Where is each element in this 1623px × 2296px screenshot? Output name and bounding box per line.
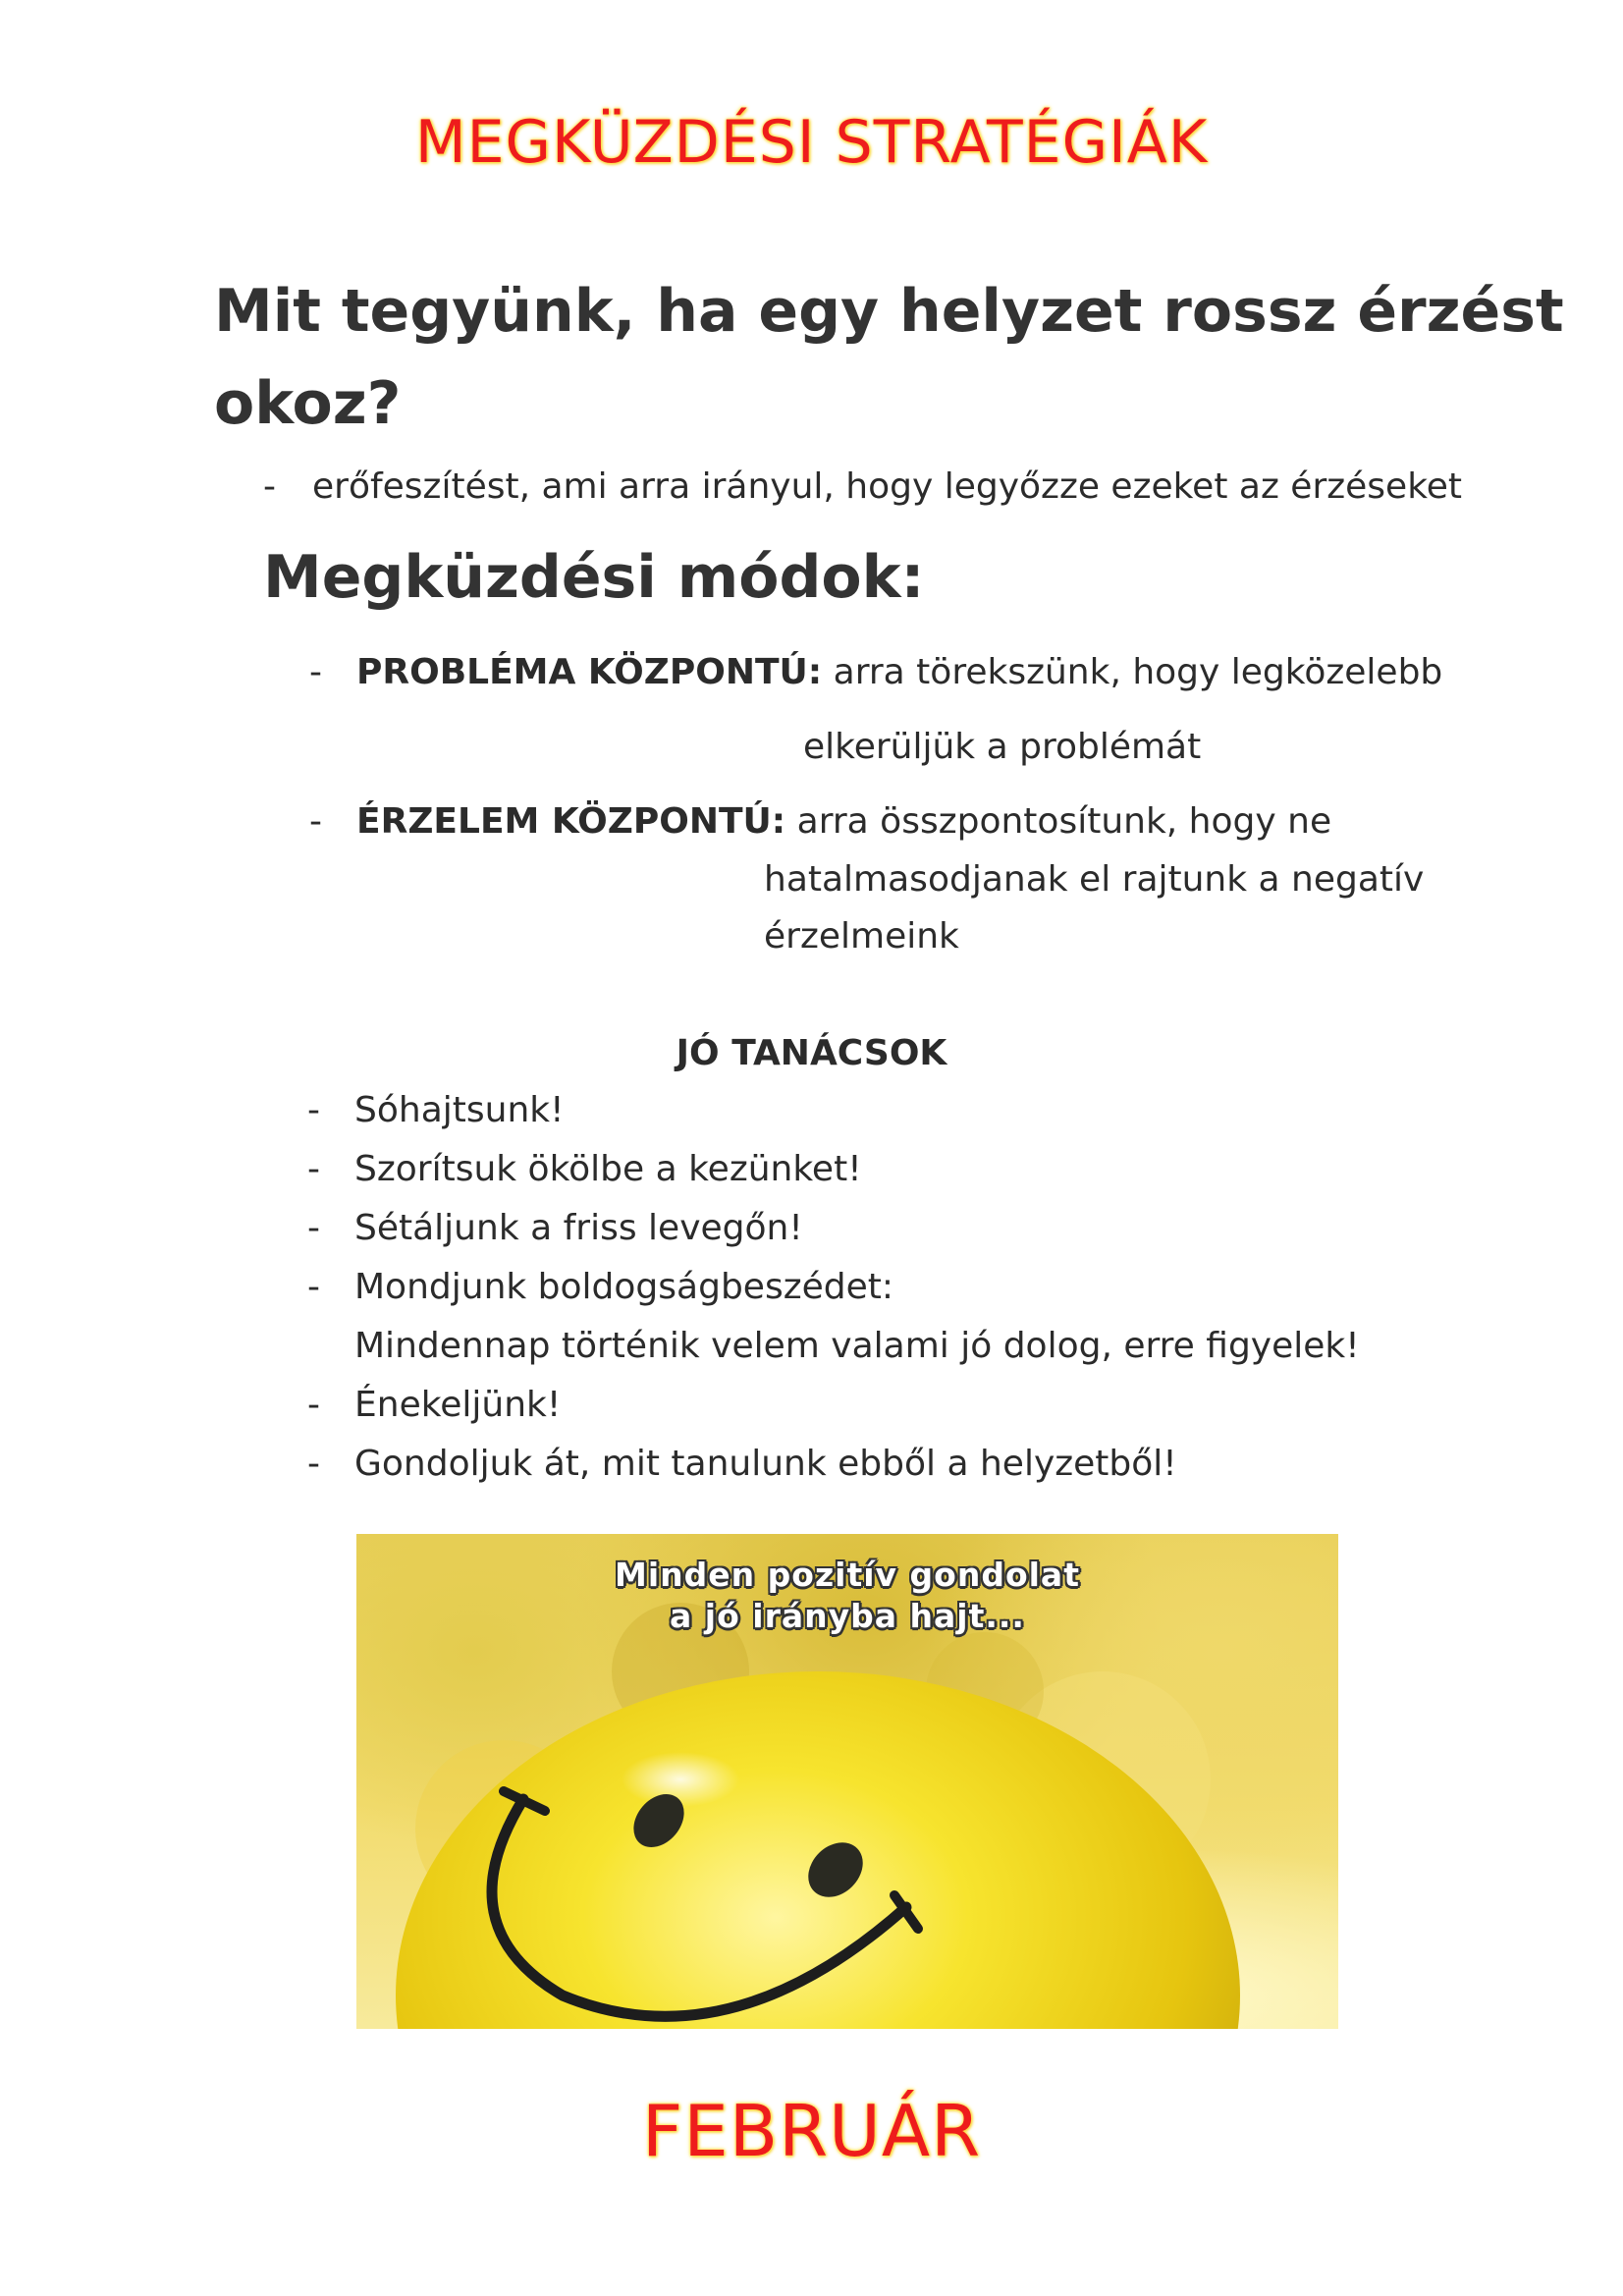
emotion-text-line-2: hatalmasodjanak el rajtunk a negatív (764, 859, 1425, 900)
tip-bullet: - (307, 1090, 320, 1130)
tip-item: Gondoljuk át, mit tanulunk ebből a helyzetből! (354, 1444, 1177, 1484)
tip-item: Sétáljunk a friss levegőn! (354, 1208, 803, 1248)
problem-label: PROBLÉMA KÖZPONTÚ: (356, 652, 823, 692)
tip-item: Mondjunk boldogságbeszédet: (354, 1267, 893, 1307)
problem-bullet: - (309, 652, 322, 692)
tip-item: Énekeljünk! (354, 1385, 562, 1425)
problem-text-line-2: elkerüljük a problémát (803, 727, 1202, 767)
image-caption-line-2: a jó irányba hajt... (670, 1597, 1025, 1635)
tip-bullet: - (307, 1149, 320, 1189)
image-caption-line-1: Minden pozitív gondolat (615, 1556, 1080, 1594)
tip-bullet: - (307, 1444, 320, 1484)
emotion-text-line-1: arra összpontosítunk, hogy ne (796, 801, 1332, 842)
definition-bullet: - (263, 466, 276, 507)
emotion-focused-item (356, 801, 1331, 842)
tip-bullet: - (307, 1208, 320, 1248)
smiley-image (356, 1534, 1338, 2029)
tips-heading: JÓ TANÁCSOK (676, 1033, 947, 1073)
question-line-1: Mit tegyünk, ha egy helyzet rossz érzést (214, 277, 1564, 346)
page-title: MEGKÜZDÉSI STRATÉGIÁK (414, 108, 1209, 177)
emotion-text-line-3: érzelmeink (764, 916, 959, 957)
modes-heading: Megküzdési módok: (263, 543, 925, 612)
tip-item-continuation: Mindennap történik velem valami jó dolog, erre figyelek! (354, 1326, 1360, 1366)
problem-text-line-1: arra törekszünk, hogy legközelebb (833, 652, 1443, 692)
tip-item: Szorítsuk ökölbe a kezünket! (354, 1149, 862, 1189)
definition-text: erőfeszítést, ami arra irányul, hogy legyőzze ezeket az érzéseket (312, 466, 1463, 507)
tip-bullet: - (307, 1385, 320, 1425)
question-heading (214, 265, 1564, 450)
emotion-bullet: - (309, 801, 322, 842)
tip-item: Sóhajtsunk! (354, 1090, 565, 1130)
month-title: FEBRUÁR (641, 2090, 982, 2172)
tip-bullet: - (307, 1267, 320, 1307)
question-line-2: okoz? (214, 369, 402, 438)
problem-focused-item (356, 652, 1442, 692)
emotion-label: ÉRZELEM KÖZPONTÚ: (356, 801, 786, 842)
